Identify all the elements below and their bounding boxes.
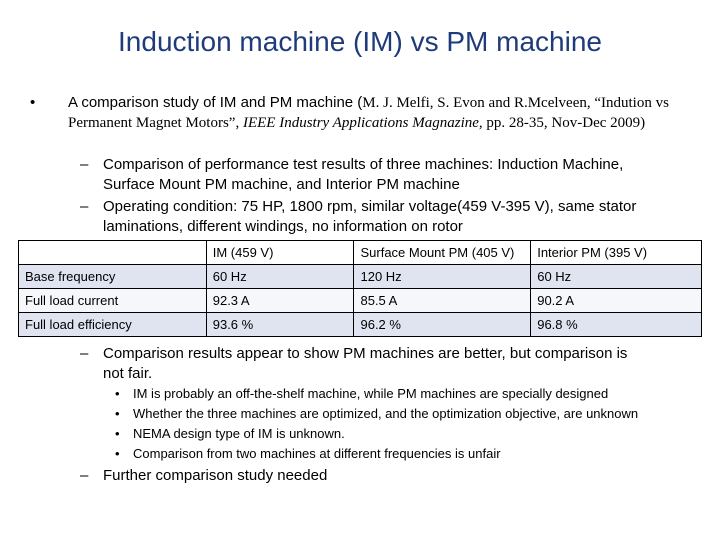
- table-cell: 90.2 A: [531, 289, 702, 313]
- table-header-cell: IM (459 V): [206, 241, 354, 265]
- table-row: [19, 289, 702, 313]
- dash-marker: –: [80, 467, 89, 484]
- table-cell: 96.8 %: [531, 313, 702, 337]
- table-cell: 93.6 %: [206, 313, 354, 337]
- sub-bullet-line: Comparison of performance test results of three machines: Induction Machine,: [103, 156, 624, 173]
- dash-marker: –: [80, 156, 89, 173]
- table-cell: Base frequency: [19, 265, 207, 289]
- dash-marker: –: [80, 345, 89, 362]
- conclusion-line: not fair.: [103, 365, 153, 382]
- slide-title: Induction machine (IM) vs PM machine: [118, 26, 602, 57]
- table-header-cell: Interior PM (395 V): [531, 241, 702, 265]
- intro-paragraph: [68, 93, 708, 133]
- reason-bullet: •: [115, 426, 120, 441]
- table-cell: Full load efficiency: [19, 313, 207, 337]
- bullet-marker: •: [30, 94, 36, 111]
- table-cell: 120 Hz: [354, 265, 531, 289]
- reason-bullet: •: [115, 406, 120, 421]
- table-row: [19, 313, 702, 337]
- conclusion-line: Comparison results appear to show PM machines are better, but comparison is: [103, 345, 628, 362]
- reason-item: Comparison from two machines at different frequencies is unfair: [133, 446, 501, 461]
- comparison-table: [18, 240, 702, 337]
- final-note: Further comparison study needed: [103, 467, 328, 484]
- intro-text: A comparison study of IM and PM machine (: [68, 94, 363, 111]
- citation-journal: IEEE Industry Applications Magnazine: [242, 115, 479, 131]
- table-cell: Full load current: [19, 289, 207, 313]
- citation-pages: , pp. 28-35, Nov-Dec 2009): [478, 115, 646, 131]
- reason-bullet: •: [115, 446, 120, 461]
- dash-marker: –: [80, 198, 89, 215]
- sub-bullet-line: Surface Mount PM machine, and Interior PM machine: [103, 176, 460, 193]
- reason-bullet: •: [115, 386, 120, 401]
- reason-item: Whether the three machines are optimized, and the optimization objective, are unknown: [133, 406, 639, 421]
- table-row: [19, 265, 702, 289]
- sub-bullet-line: laminations, different windings, no information on rotor: [103, 218, 463, 235]
- table-cell: 92.3 A: [206, 289, 354, 313]
- table-cell: 96.2 %: [354, 313, 531, 337]
- reason-item: NEMA design type of IM is unknown.: [133, 426, 345, 441]
- table-header-cell: Surface Mount PM (405 V): [354, 241, 531, 265]
- table-header-cell: [19, 241, 207, 265]
- table-header-row: [19, 241, 702, 265]
- table-cell: 85.5 A: [354, 289, 531, 313]
- table-cell: 60 Hz: [206, 265, 354, 289]
- citation-authors: M. J. Melfi, S. Evon and R.Mcelveen, “Indution vs Permanent Magnet Motors”,: [68, 95, 669, 131]
- table-cell: 60 Hz: [531, 265, 702, 289]
- sub-bullet-line: Operating condition: 75 HP, 1800 rpm, similar voltage(459 V-395 V), same stator: [103, 198, 637, 215]
- reason-item: IM is probably an off-the-shelf machine, while PM machines are specially designed: [133, 386, 609, 401]
